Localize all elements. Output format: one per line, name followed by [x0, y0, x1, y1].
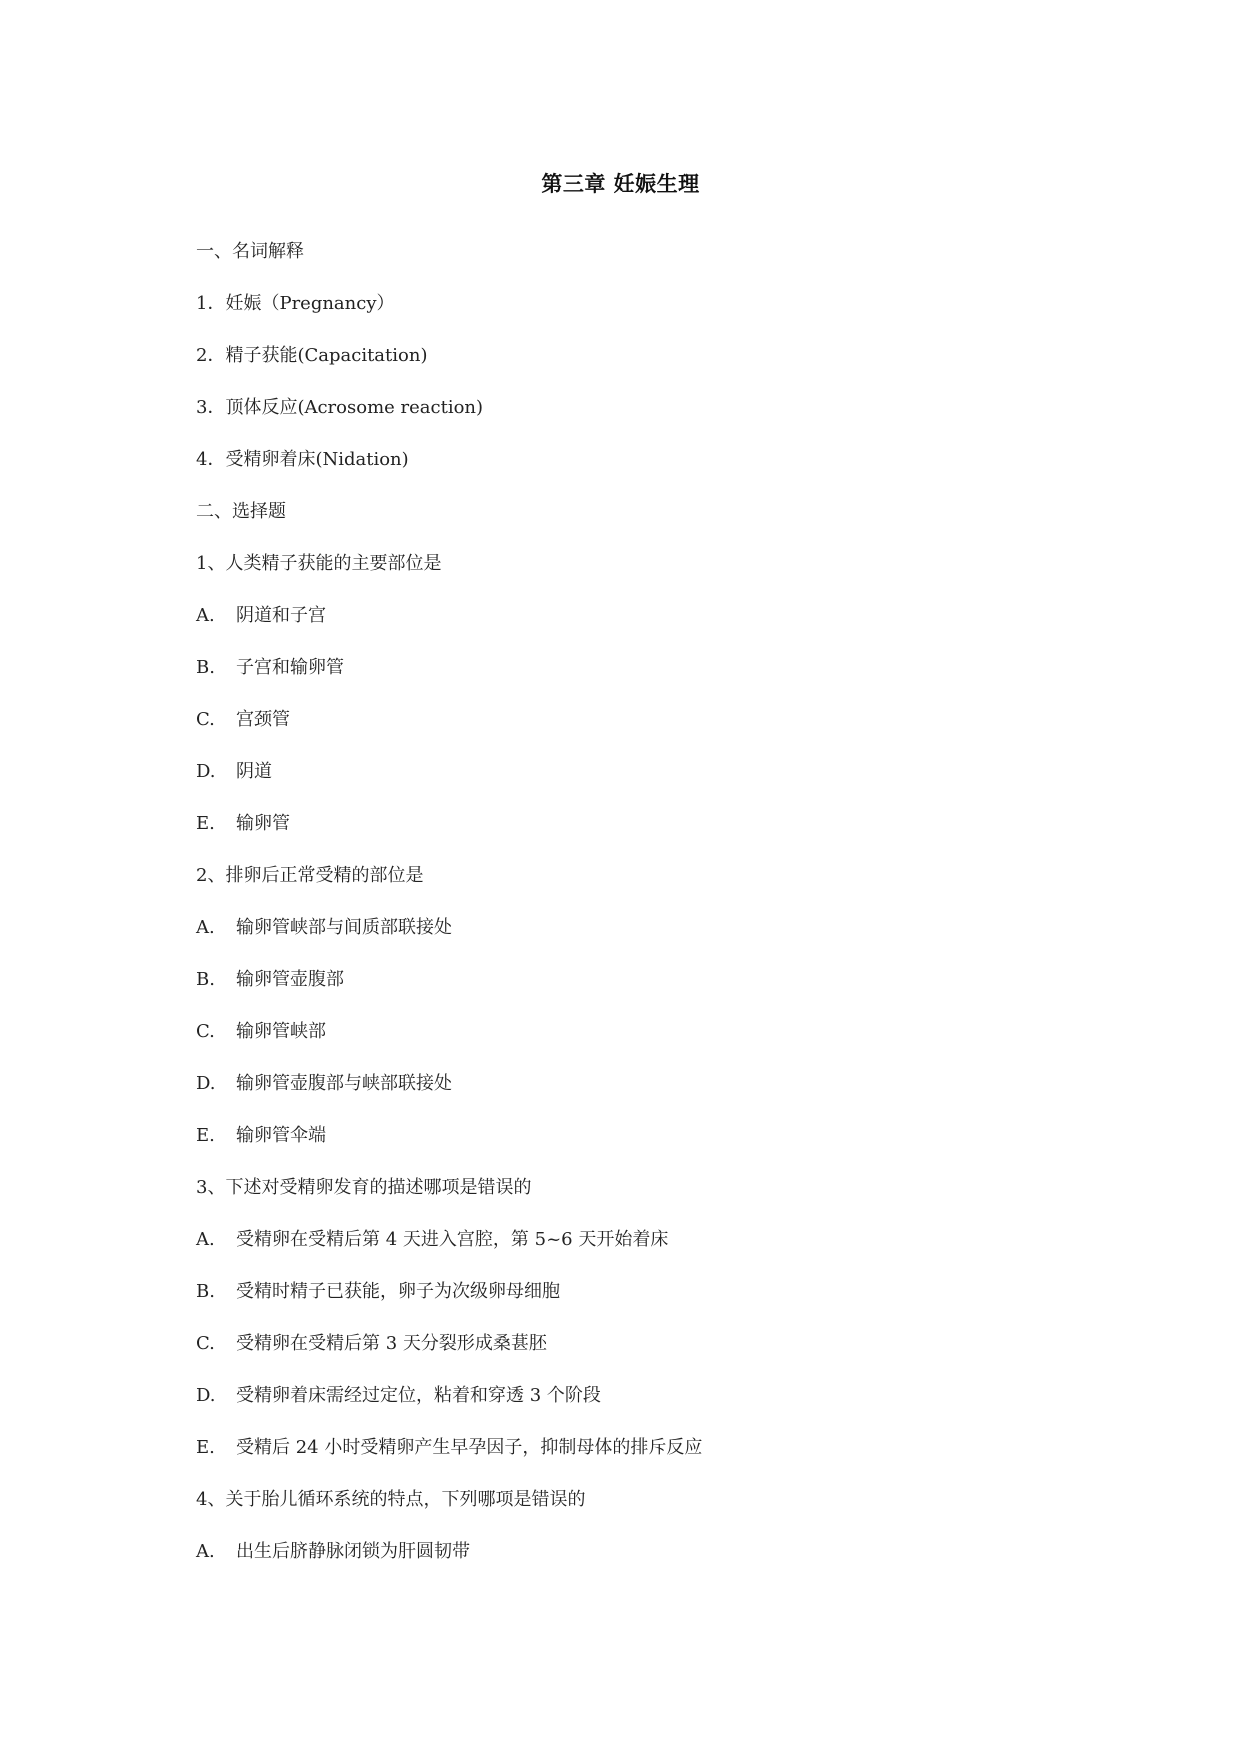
option [196, 706, 702, 758]
option-letter: A. [196, 605, 215, 626]
option [196, 1434, 702, 1486]
option-letter: C. [196, 1333, 215, 1354]
option [196, 1122, 702, 1174]
option-text: 受精卵在受精后第 4 天进入宫腔，第 5~6 天开始着床 [236, 1229, 669, 1250]
question: 2、排卵后正常受精的部位是 [196, 865, 424, 886]
option [196, 1226, 702, 1278]
option-text: 输卵管 [236, 813, 290, 834]
option-text: 输卵管伞端 [236, 1125, 326, 1146]
option-text: 受精卵在受精后第 3 天分裂形成桑葚胚 [236, 1333, 547, 1354]
option-letter: D. [196, 761, 216, 782]
option-text: 输卵管峡部 [236, 1021, 326, 1042]
option-letter: C. [196, 709, 215, 730]
term-item: 3．顶体反应(Acrosome reaction) [196, 397, 484, 418]
question: 1、人类精子获能的主要部位是 [196, 553, 442, 574]
option-letter: B. [196, 657, 215, 678]
document-body [196, 238, 702, 1590]
option-letter: D. [196, 1073, 216, 1094]
option [196, 1278, 702, 1330]
option-text: 宫颈管 [236, 709, 290, 730]
option-letter: B. [196, 969, 215, 990]
term-item: 1．妊娠（Pregnancy） [196, 293, 395, 314]
option-text: 子宫和输卵管 [236, 657, 344, 678]
option-text: 阴道 [236, 761, 272, 782]
option-text: 受精后 24 小时受精卵产生早孕因子，抑制母体的排斥反应 [236, 1437, 703, 1458]
option-letter: E. [196, 813, 215, 834]
option-text: 阴道和子宫 [236, 605, 326, 626]
option-letter: A. [196, 1541, 215, 1562]
option-text: 受精卵着床需经过定位，粘着和穿透 3 个阶段 [236, 1385, 601, 1406]
option [196, 1382, 702, 1434]
option [196, 758, 702, 810]
option-letter: E. [196, 1437, 215, 1458]
term-item: 4．受精卵着床(Nidation) [196, 449, 409, 470]
option-letter: C. [196, 1021, 215, 1042]
option [196, 966, 702, 1018]
option [196, 1538, 702, 1590]
option [196, 1330, 702, 1382]
term-item: 2．精子获能(Capacitation) [196, 345, 428, 366]
section-heading: 一、名词解释 [196, 241, 304, 262]
option-text: 受精时精子已获能，卵子为次级卵母细胞 [236, 1281, 560, 1302]
question: 4、关于胎儿循环系统的特点，下列哪项是错误的 [196, 1489, 586, 1510]
option-letter: B. [196, 1281, 215, 1302]
option-text: 输卵管壶腹部与峡部联接处 [236, 1073, 452, 1094]
option-letter: D. [196, 1385, 216, 1406]
option-text: 输卵管峡部与间质部联接处 [236, 917, 452, 938]
option [196, 1018, 702, 1070]
section-heading: 二、选择题 [196, 501, 286, 522]
option [196, 914, 702, 966]
question: 3、下述对受精卵发育的描述哪项是错误的 [196, 1177, 532, 1198]
option [196, 654, 702, 706]
option-letter: A. [196, 1229, 215, 1250]
option-letter: A. [196, 917, 215, 938]
option [196, 810, 702, 862]
option-text: 输卵管壶腹部 [236, 969, 344, 990]
option [196, 1070, 702, 1122]
chapter-title: 第三章 妊娠生理 [541, 172, 700, 196]
option [196, 602, 702, 654]
option-letter: E. [196, 1125, 215, 1146]
option-text: 出生后脐静脉闭锁为肝圆韧带 [236, 1541, 470, 1562]
